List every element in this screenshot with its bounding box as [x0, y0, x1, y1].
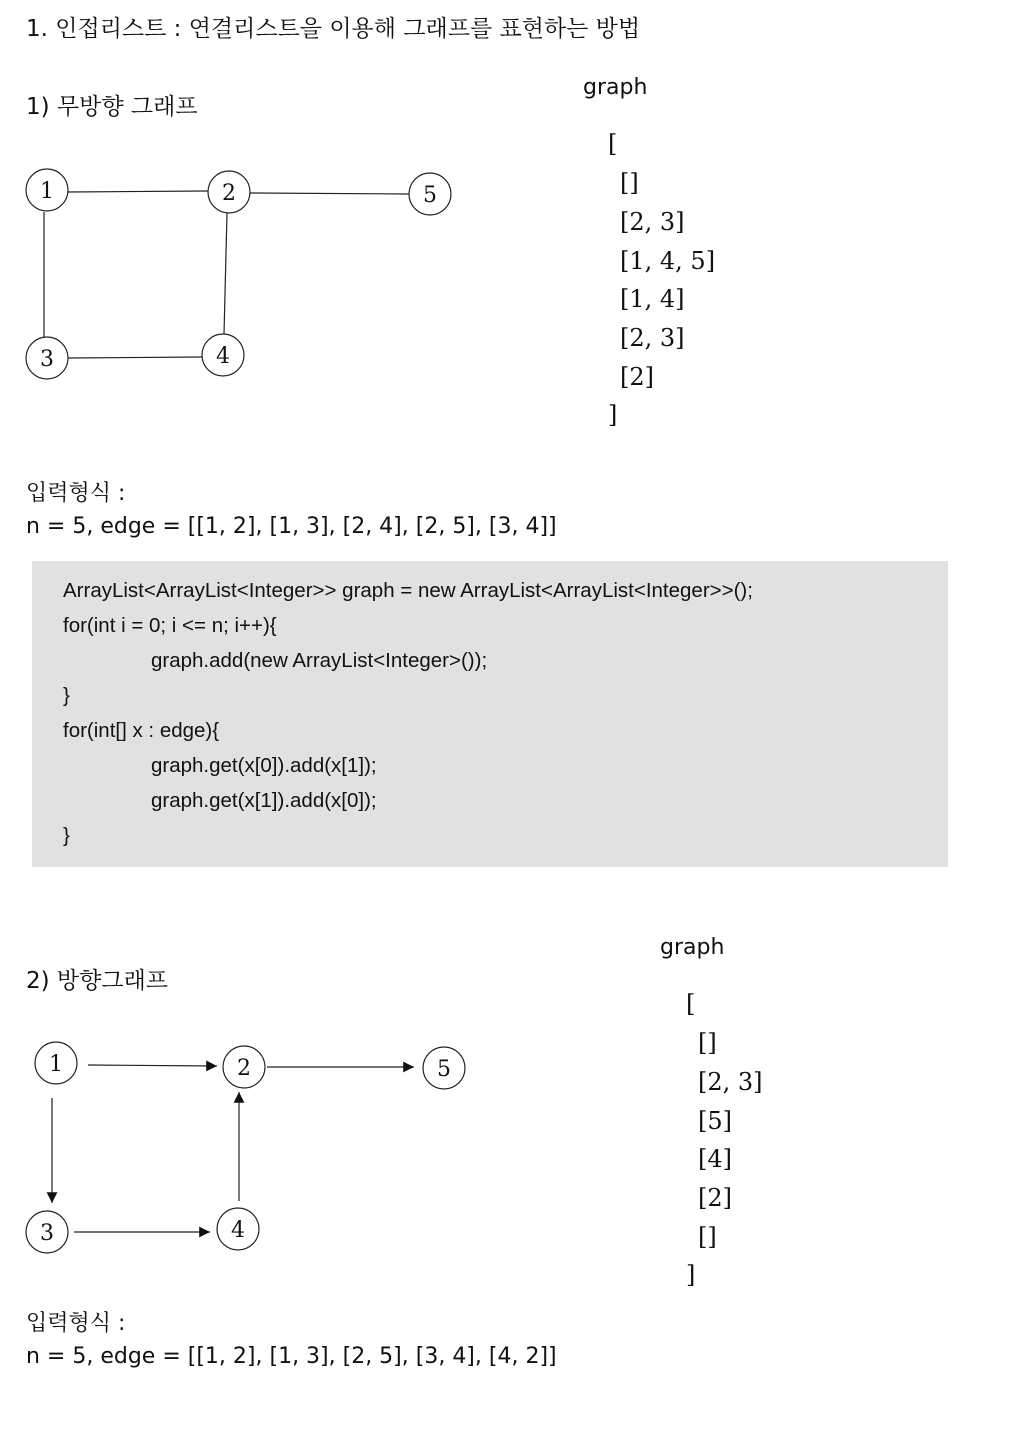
list-open-bracket: [ [608, 130, 618, 158]
edge-2-5 [250, 193, 409, 194]
edge-2-4 [224, 213, 227, 334]
list-row-2: [1, 4, 5] [620, 247, 716, 275]
node-label-1: 1 [40, 179, 54, 204]
dnode-label-5: 5 [437, 1057, 451, 1082]
page-title: 1. 인접리스트 : 연결리스트을 이용해 그래프를 표현하는 방법 [26, 16, 641, 42]
node-label-5: 5 [423, 183, 437, 208]
list-row-4: [2, 3] [620, 324, 685, 352]
dnode-label-4: 4 [231, 1218, 245, 1243]
list-row-0: [] [620, 169, 639, 197]
edge-3-4 [68, 357, 202, 358]
dlist-row-5: [] [698, 1223, 717, 1251]
section-heading-undirected: 1) 무방향 그래프 [26, 94, 198, 120]
dlist-row-0: [] [698, 1029, 717, 1057]
code-line-7: graph.get(x[1]).add(x[0]); [151, 789, 377, 812]
code-block [32, 561, 948, 867]
node-label-2: 2 [222, 181, 236, 206]
code-line-3: graph.add(new ArrayList<Integer>()); [151, 649, 488, 672]
edge-1-2 [68, 191, 208, 192]
list-row-3: [1, 4] [620, 285, 685, 313]
dlist-row-2: [5] [698, 1107, 732, 1135]
dlist-row-3: [4] [698, 1145, 732, 1173]
code-line-2: for(int i = 0; i <= n; i++){ [63, 614, 277, 637]
undirected-graph-diagram [0, 150, 470, 400]
dnode-label-1: 1 [49, 1052, 63, 1077]
list-row-1: [2, 3] [620, 208, 685, 236]
arc-1-2 [88, 1065, 217, 1066]
dlist-row-4: [2] [698, 1184, 732, 1212]
input-format-value: n = 5, edge = [[1, 2], [1, 3], [2, 4], [2, 5], [3, 4]] [26, 514, 557, 539]
node-label-4: 4 [216, 344, 230, 369]
input-format-value-directed: n = 5, edge = [[1, 2], [1, 3], [2, 5], [3, 4], [4, 2]] [26, 1344, 557, 1369]
list-row-5: [2] [620, 363, 654, 391]
dnode-label-2: 2 [237, 1056, 251, 1081]
node-label-3: 3 [40, 347, 54, 372]
dnode-label-3: 3 [40, 1221, 54, 1246]
section-heading-directed: 2) 방향그래프 [26, 968, 169, 994]
dlist-open-bracket: [ [686, 990, 696, 1018]
directed-graph-diagram [0, 1030, 480, 1260]
dlist-row-1: [2, 3] [698, 1068, 763, 1096]
list-close-bracket: ] [608, 401, 618, 429]
input-format-label-directed: 입력형식 : [26, 1311, 126, 1336]
adjacency-list-title-undirected: graph [583, 75, 648, 100]
code-line-6: graph.get(x[0]).add(x[1]); [151, 754, 377, 777]
dlist-close-bracket: ] [686, 1261, 696, 1289]
input-format-label: 입력형식 : [26, 481, 126, 506]
code-line-4: } [63, 684, 70, 707]
code-line-5: for(int[] x : edge){ [63, 719, 220, 742]
code-line-8: } [63, 824, 70, 847]
adjacency-list-title-directed: graph [660, 935, 725, 960]
code-line-1: ArrayList<ArrayList<Integer>> graph = new ArrayList<ArrayList<Integer>>(); [63, 579, 753, 602]
